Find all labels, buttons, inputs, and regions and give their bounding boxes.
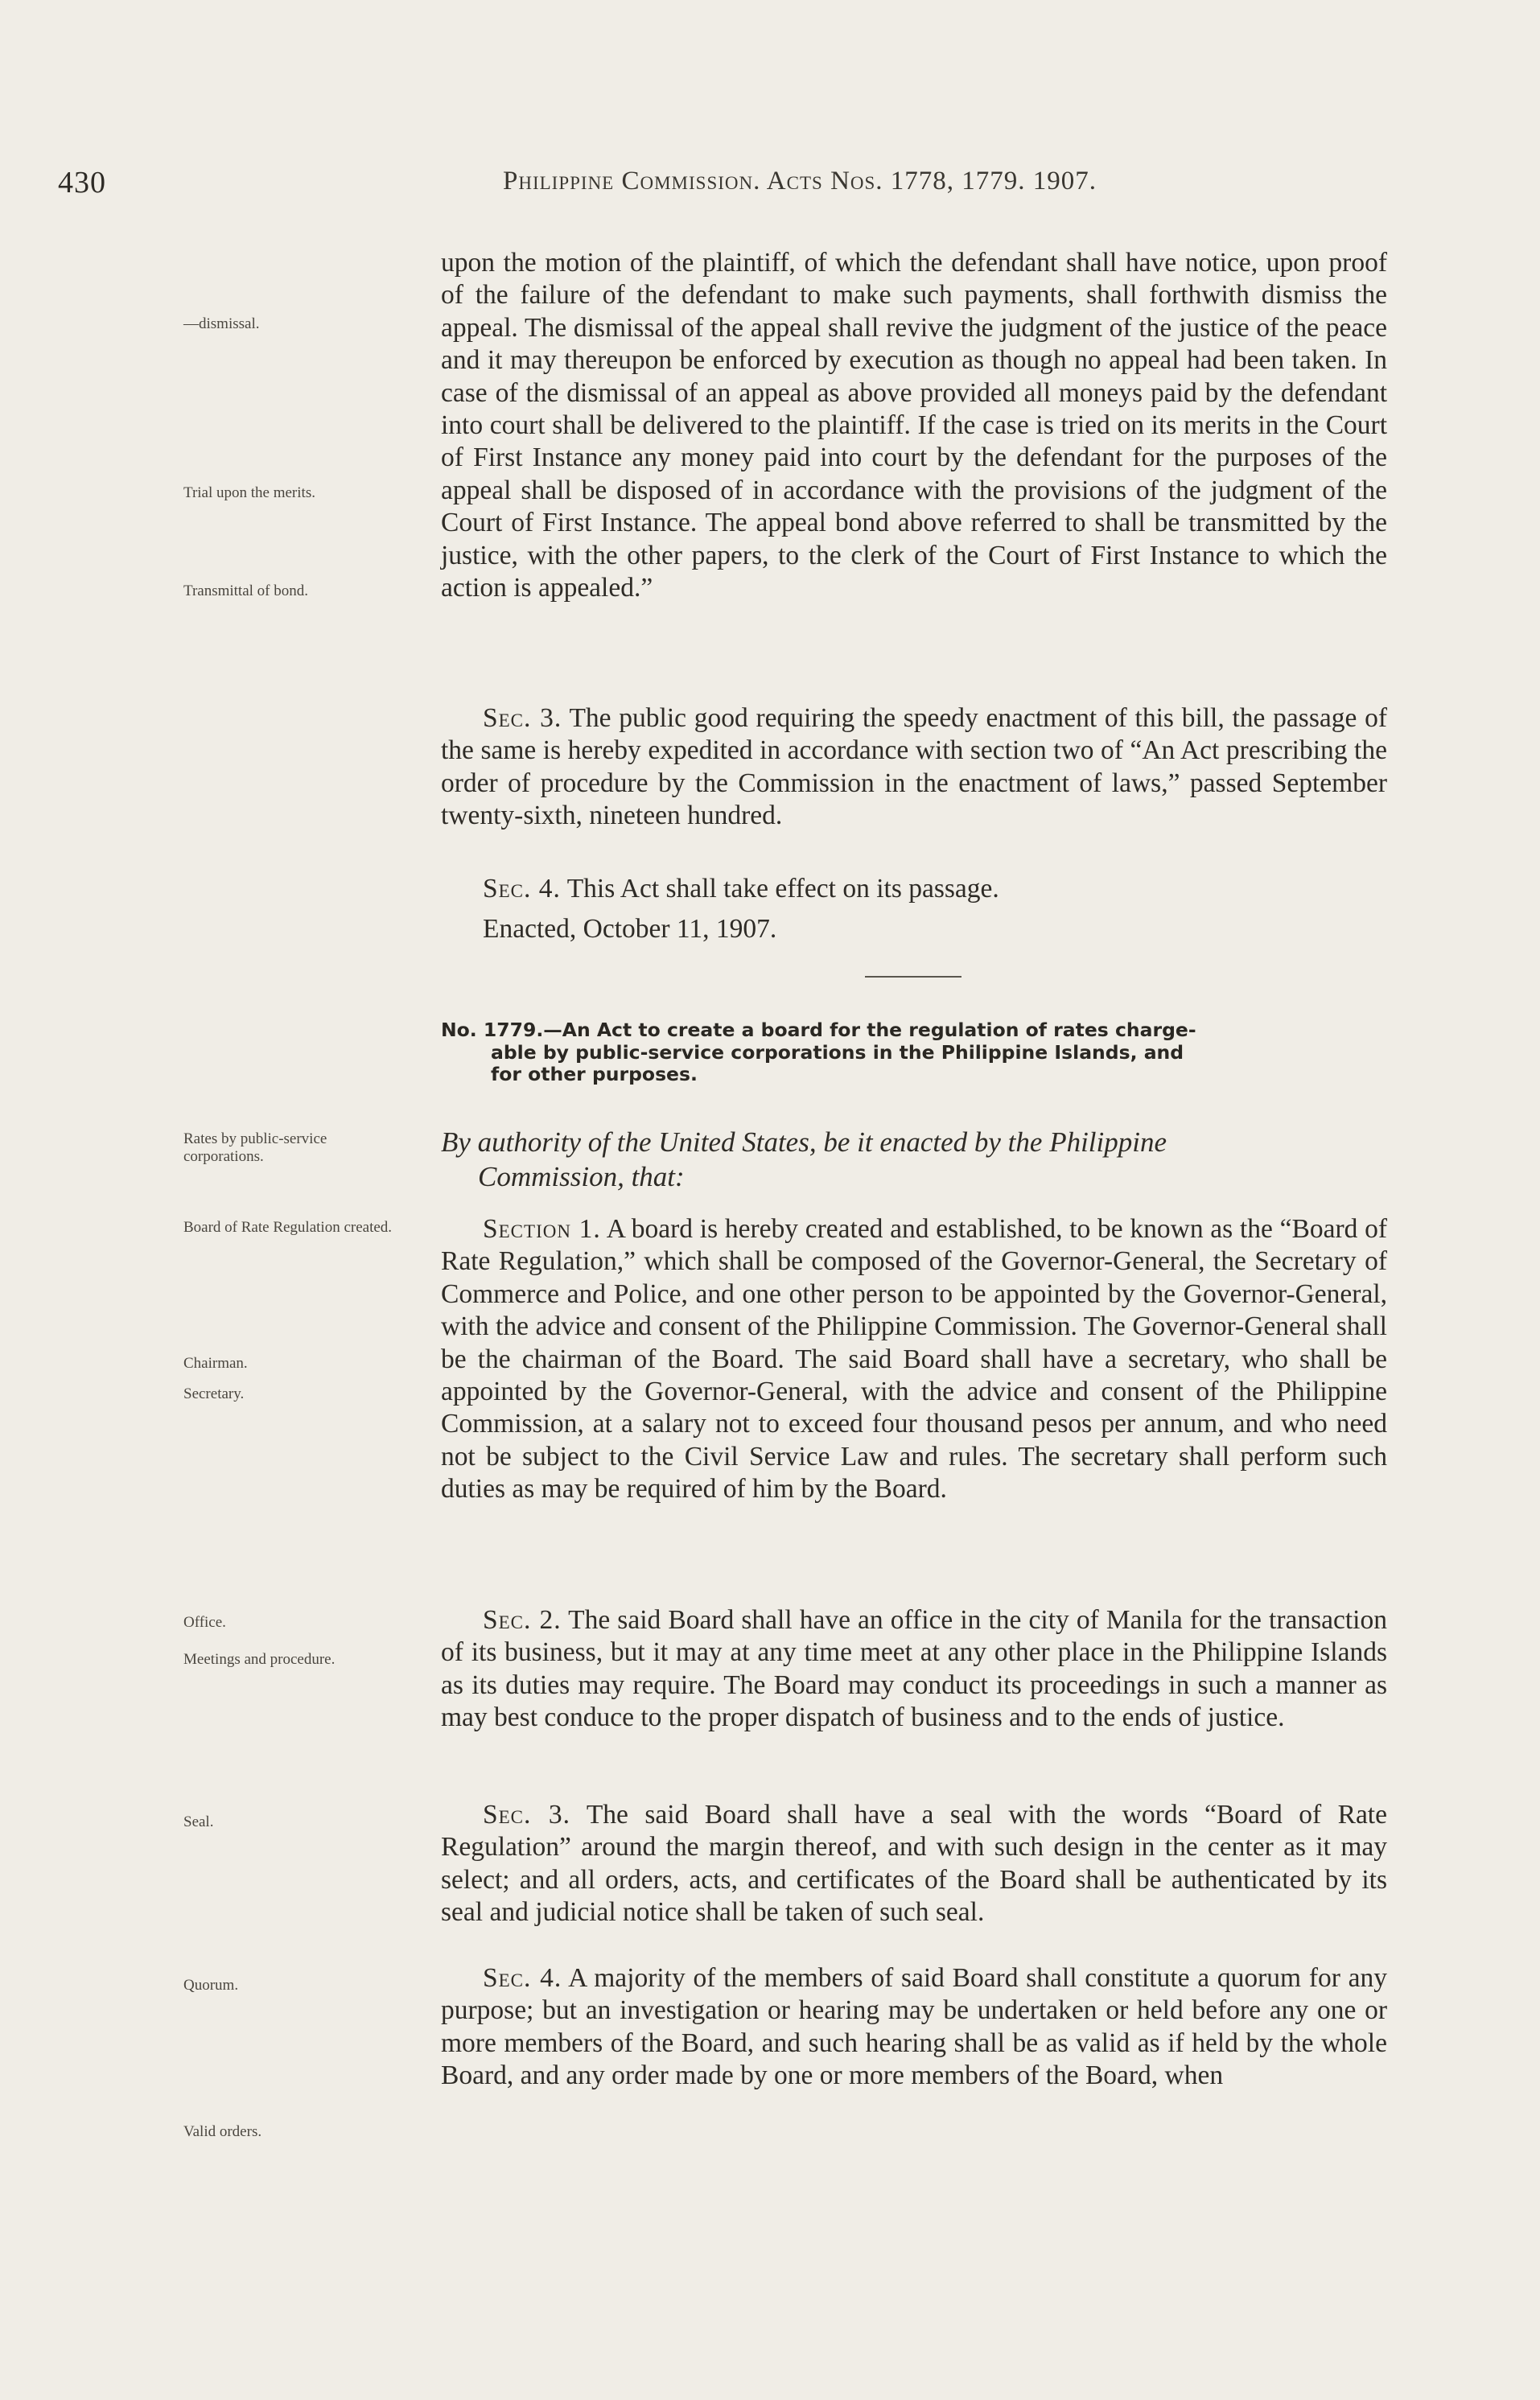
section-divider <box>865 976 961 978</box>
margin-note-trial: Trial upon the merits. <box>183 484 315 501</box>
section-text: A board is hereby created and established, to be known as the “Board of Rate Regulation,” which shall be composed of the Governor-General, the Secretary of Commerce and Police, and one other person to be appointed by the Governor-General, with the advice and consent of the Philippine Commission. The Governor-General shall be the chairman of the Board. The said Board shall have a secretary, who shall be appointed by the Governor-General, with the advice and consent of the Philippine Commission, at a salary not to exceed four thousand pesos per annum, and who need not be subject to the Civil Service Law and rules. The secretary shall perform such duties as may be required of him by the Board. <box>441 1214 1387 1505</box>
section-4-act-1778 <box>441 873 1387 905</box>
section-label: Sec. 2. <box>483 1605 562 1635</box>
section-text: The said Board shall have an office in the city of Manila for the transaction of its business, but it may at any time meet at any other place in the Philippine Islands as its duties may require. The Board may conduct its proceedings in such a manner as may best conduce to the proper dispatch of business and to the ends of justice. <box>441 1605 1387 1733</box>
section-text: A majority of the members of said Board shall constitute a quorum for any purpose; but an investigation or hearing may be undertaken or held before any one or more members of the Board, and such hearing shall be as valid as if held by the whole Board, and any order made by one or more members of the Board, when <box>441 1963 1387 2091</box>
margin-note-quorum: Quorum. <box>183 1977 239 1994</box>
page-number: 430 <box>58 166 106 200</box>
margin-note-office: Office. <box>183 1614 226 1631</box>
enacting-line: Commission, that: <box>478 1161 685 1192</box>
section-4-act-1779 <box>441 1962 1387 2093</box>
section-3-act-1778 <box>441 702 1387 833</box>
section-text: The said Board shall have a seal with the words “Board of Rate Regulation” around the margin thereof, and with such design in the center as it may select; and all orders, acts, and certificates of the Board shall be authenticated by its seal and judicial notice shall be taken of such seal. <box>441 1800 1387 1928</box>
enacting-clause <box>441 1125 1390 1194</box>
enacting-line: By authority of the United States, be it enacted by the Philippine <box>441 1126 1167 1158</box>
section-text: The public good requiring the speedy enactment of this bill, the passage of the same is hereby expedited in accordance with section two of “An Act prescribing the order of procedure by the Commission in the enactment of laws,” passed September twenty-sixth, nineteen hundred. <box>441 703 1388 831</box>
section-3-act-1779 <box>441 1799 1387 1929</box>
margin-note-board-created: Board of Rate Regulation created. <box>183 1219 393 1236</box>
section-label: Sec. 3. <box>483 703 562 733</box>
section-2-act-1779 <box>441 1604 1387 1735</box>
margin-note-secretary: Secretary. <box>183 1385 245 1402</box>
section-text: This Act shall take effect on its passage. <box>566 874 999 904</box>
act-title-line: able by public-service corporations in the Philippine Islands, and <box>491 1040 1184 1064</box>
section-label: Sec. 4. <box>483 1963 562 1993</box>
section-label: Section 1. <box>483 1214 601 1244</box>
act-title <box>441 1019 1390 1086</box>
margin-note-rates: Rates by public-service corporations. <box>183 1130 327 1165</box>
enacted-date: Enacted, October 11, 1907. <box>483 914 777 944</box>
section-label: Sec. 4. <box>483 874 561 904</box>
section-1-act-1779 <box>441 1213 1387 1506</box>
act-title-line: for other purposes. <box>491 1063 698 1085</box>
running-title: Philippine Commission. Acts Nos. 1778, 1779. 1907. <box>503 167 1097 196</box>
margin-note-meetings: Meetings and procedure. <box>183 1651 336 1668</box>
page-header <box>0 165 1540 213</box>
margin-note-seal: Seal. <box>183 1813 214 1830</box>
margin-note-chairman: Chairman. <box>183 1355 248 1372</box>
act-title-line: No. 1779.—An Act to create a board for the regulation of rates charge- <box>441 1019 1196 1041</box>
margin-note-dismissal: —dismissal. <box>183 315 260 332</box>
paragraph-continued: upon the motion of the plaintiff, of which the defendant shall have notice, upon proof of the failure of the defendant to make such payments, shall forthwith dismiss the appeal. The dismissal of the appeal shall revive the judgment of the justice of the peace and it may thereupon be enforced by execution as though no appeal had been taken. In case of the dismissal of an appeal as above provided all moneys paid by the defendant into court shall be delivered to the plaintiff. If the case is tried on its merits in the Court of First Instance any money paid into court by the defendant for the purposes of the appeal shall be disposed of in accordance with the provisions of the judgment of the Court of First Instance. The appeal bond above referred to shall be transmitted by the justice, with the other papers, to the clerk of the Court of First Instance to which the action is appealed.” <box>441 248 1387 603</box>
margin-note-valid-orders: Valid orders. <box>183 2123 262 2140</box>
section-label: Sec. 3. <box>483 1800 570 1830</box>
margin-note-transmittal: Transmittal of bond. <box>183 583 308 599</box>
